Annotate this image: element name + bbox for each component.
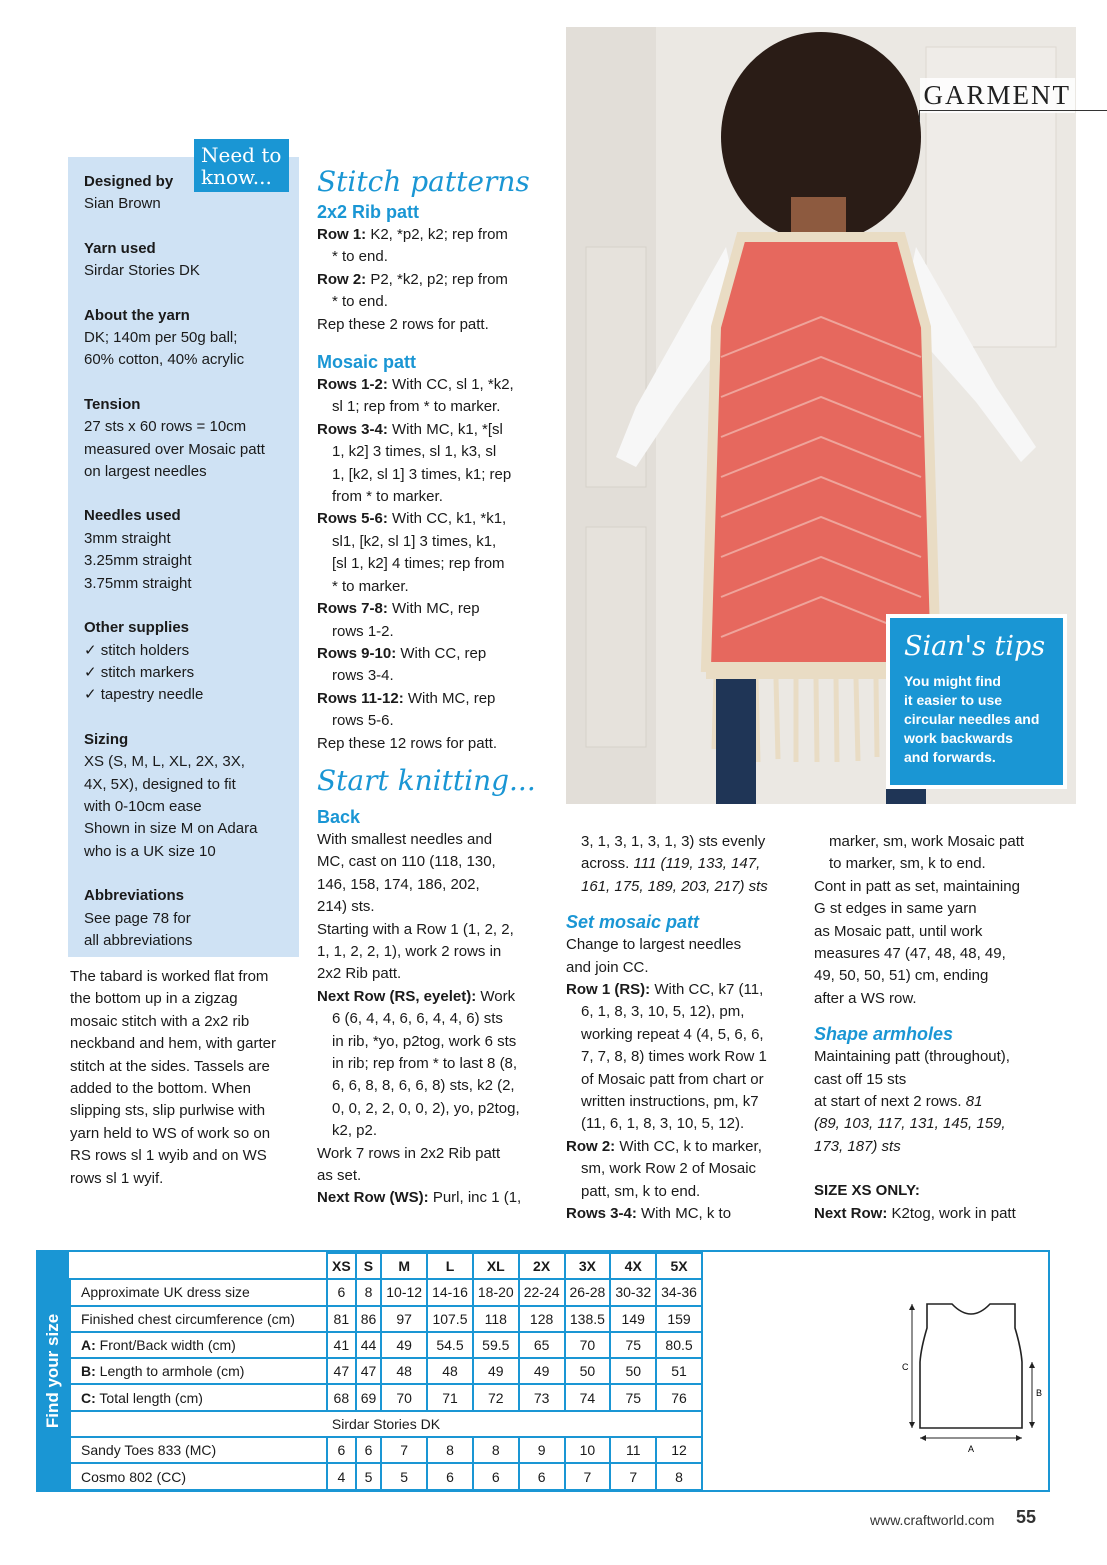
col4-continued: marker, sm, work Mosaic patt to marker, sm, k to end. [829, 833, 1025, 873]
table-row: Cosmo 802 (CC) 4 5 5 6 6 6 7 7 8 [70, 1463, 702, 1489]
section-rule [919, 110, 1107, 111]
need-to-know-badge: Need to know... [194, 139, 289, 192]
tips-body: You might find it easier to use circular needles and work backwards and forwards. [904, 672, 1040, 765]
back-p4: Work 7 rows in 2x2 Rib patt as set. [317, 1144, 501, 1185]
rib-row-1: Row 1: K2, *p2, k2; rep from * to end. [317, 226, 508, 266]
column-stitch-patterns [317, 164, 557, 1210]
find-your-size-label: Find your size [36, 1250, 69, 1492]
tension-block: Tension 27 sts x 60 rows = 10cm measured over Mosaic patt on largest needles [84, 395, 265, 481]
supplies-block: Other supplies ✓ stitch holders ✓ stitch markers ✓ tapestry needle [84, 619, 204, 704]
mosaic-row: Rows 1-2: With CC, sl 1, *k2, sl 1; rep from * to marker. [317, 376, 514, 416]
abbreviations-block: Abbreviations See page 78 for all abbreviations [84, 887, 193, 949]
col3-continued: 3, 1, 3, 1, 3, 1, 3) sts evenly across. 111 (119, 133, 147, 161, 175, 189, 203, 217) sts [581, 833, 768, 895]
col3-row-1: Row 1 (RS): With CC, k7 (11, 6, 1, 8, 3, 10, 5, 12), pm, working repeat 4 (4, 5, 6, 6, 7, 7, 8, 8) times work Row 1 of Mosaic patt from chart or written instructions, pm, k7 (11, 6, 1, 8, 3, 10, 5, 12). [566, 981, 767, 1133]
diagram-label-c: C [902, 1362, 909, 1372]
back-p2: Starting with a Row 1 (1, 2, 2, 1, 1, 2, 2, 1), work 2 rows in 2x2 Rib patt. [317, 920, 514, 983]
table-row: Approximate UK dress size 6 8 10-12 14-16 18-20 22-24 26-28 30-32 34-36 [70, 1279, 702, 1305]
section-rule-tick [919, 110, 920, 122]
needles-block: Needles used 3mm straight 3.25mm straight 3.75mm straight [84, 507, 192, 592]
table-row: C: Total length (cm) 68 69 70 71 72 73 74 75 76 [70, 1384, 702, 1410]
size-xs-heading: SIZE XS ONLY: [814, 1182, 920, 1200]
mosaic-row: Rows 5-6: With CC, k1, *k1, sl1, [k2, sl 1] 3 times, k1, [sl 1, k2] 4 times; rep from * to marker. [317, 510, 507, 595]
col3-rows-3-4: Rows 3-4: With MC, k to [566, 1205, 732, 1223]
yarn-brand-row: Sirdar Stories DK [70, 1411, 702, 1437]
column-armholes [814, 831, 1064, 1225]
diagram-label-b: B [1036, 1388, 1043, 1398]
mosaic-row: Rows 11-12: With MC, rep rows 5-6. [317, 689, 496, 730]
mosaic-heading: Mosaic patt [317, 352, 417, 373]
mosaic-row: Rows 3-4: With MC, k1, *[sl 1, k2] 3 times, sl 1, k3, sl 1, [k2, sl 1] 3 times, k1; rep from * to marker. [317, 420, 512, 506]
stitch-patterns-title: Stitch patterns [317, 165, 530, 198]
tips-title: Sian's tips [904, 631, 1046, 662]
sizing-block: Sizing XS (S, M, L, XL, 2X, 3X, 4X, 5X), designed to fit with 0-10cm ease Shown in size M on Adara who is a UK size 10 [84, 730, 258, 860]
set-mosaic-heading: Set mosaic patt [566, 912, 700, 933]
diagram-label-a: A [968, 1444, 975, 1454]
table-row: B: Length to armhole (cm) 47 47 48 48 49 49 50 50 51 [70, 1358, 702, 1384]
back-eyelet-row: Next Row (RS, eyelet): Work 6 (6, 4, 4, 6, 6, 4, 4, 6) sts in rib, *yo, p2tog, work 6 sts in rib; rep from * to last 8 (8, 6, 6, 8, 8, 6, 6, 8) sts, k2 (2, 0, 0, 2, 2, 0, 0, 2), yo, p2tog, k2, p2. [317, 987, 520, 1140]
mosaic-row: Rows 9-10: With CC, rep rows 3-4. [317, 644, 487, 685]
column-mosaic-setup [566, 831, 806, 1226]
back-p1: With smallest needles and MC, cast on 110 (118, 130, 146, 158, 174, 186, 202, 214) sts. [317, 830, 496, 916]
about-yarn-block: About the yarn DK; 140m per 50g ball; 60% cotton, 40% acrylic [84, 306, 245, 369]
table-row: Finished chest circumference (cm) 81 86 97 107.5 118 128 138.5 149 159 [70, 1306, 702, 1332]
schematic-diagram [894, 1252, 1048, 1490]
rib-heading: 2x2 Rib patt [317, 202, 420, 222]
table-row: Sandy Toes 833 (MC) 6 6 7 8 8 9 10 11 12 [70, 1437, 702, 1463]
mosaic-repeat: Rep these 12 rows for patt. [317, 734, 498, 752]
yarn-block: Yarn used Sirdar Stories DK [84, 239, 200, 280]
need-to-know-sidebar [68, 157, 299, 957]
col3-row-2: Row 2: With CC, k to marker, sm, work Row 2 of Mosaic patt, sm, k to end. [566, 1137, 762, 1200]
table-row: A: Front/Back width (cm) 41 44 49 54.5 59.5 65 70 75 80.5 [70, 1332, 702, 1358]
set-mosaic-p: Change to largest needles and join CC. [566, 936, 742, 976]
footer-url[interactable]: www.craftworld.com [870, 1512, 995, 1528]
size-header-row: XS S M L XL 2X 3X 4X 5X [70, 1253, 702, 1279]
col4-p2: Cont in patt as set, maintaining G st edges in same yarn as Mosaic patt, until work measures 47 (47, 48, 48, 49, 49, 50, 50, 51) cm, ending after a WS row. [814, 877, 1020, 1007]
xs-next-row: Next Row: K2tog, work in patt [814, 1204, 1016, 1222]
intro-paragraph: The tabard is worked flat from the bottom up in a zigzag mosaic stitch with a 2x2 rib neckband and hem, with garter stitch at the sides. Tassels are added to the bottom. When slipping sts, slip purlwise with yarn held to WS of work so on RS rows sl 1 wyib and on WS rows sl 1 wyif. [70, 968, 276, 1187]
page-number: 55 [1016, 1507, 1037, 1527]
armholes-p: Maintaining patt (throughout), cast off 15 sts at start of next 2 rows. 81 (89, 103, 117, 131, 145, 159, 173, 187) sts [814, 1048, 1010, 1155]
start-knitting-title: Start knitting... [317, 763, 536, 797]
back-heading: Back [317, 806, 361, 827]
section-label: GARMENT [920, 78, 1076, 113]
rib-repeat: Rep these 2 rows for patt. [317, 315, 489, 333]
size-table [69, 1252, 703, 1491]
designer-block: Designed by Sian Brown [84, 173, 174, 213]
shape-armholes-heading: Shape armholes [814, 1024, 954, 1045]
back-ws-row: Next Row (WS): Purl, inc 1 (1, [317, 1189, 522, 1207]
mosaic-row: Rows 7-8: With MC, rep rows 1-2. [317, 600, 480, 640]
rib-row-2: Row 2: P2, *k2, p2; rep from * to end. [317, 270, 508, 311]
tips-box [886, 614, 1067, 789]
